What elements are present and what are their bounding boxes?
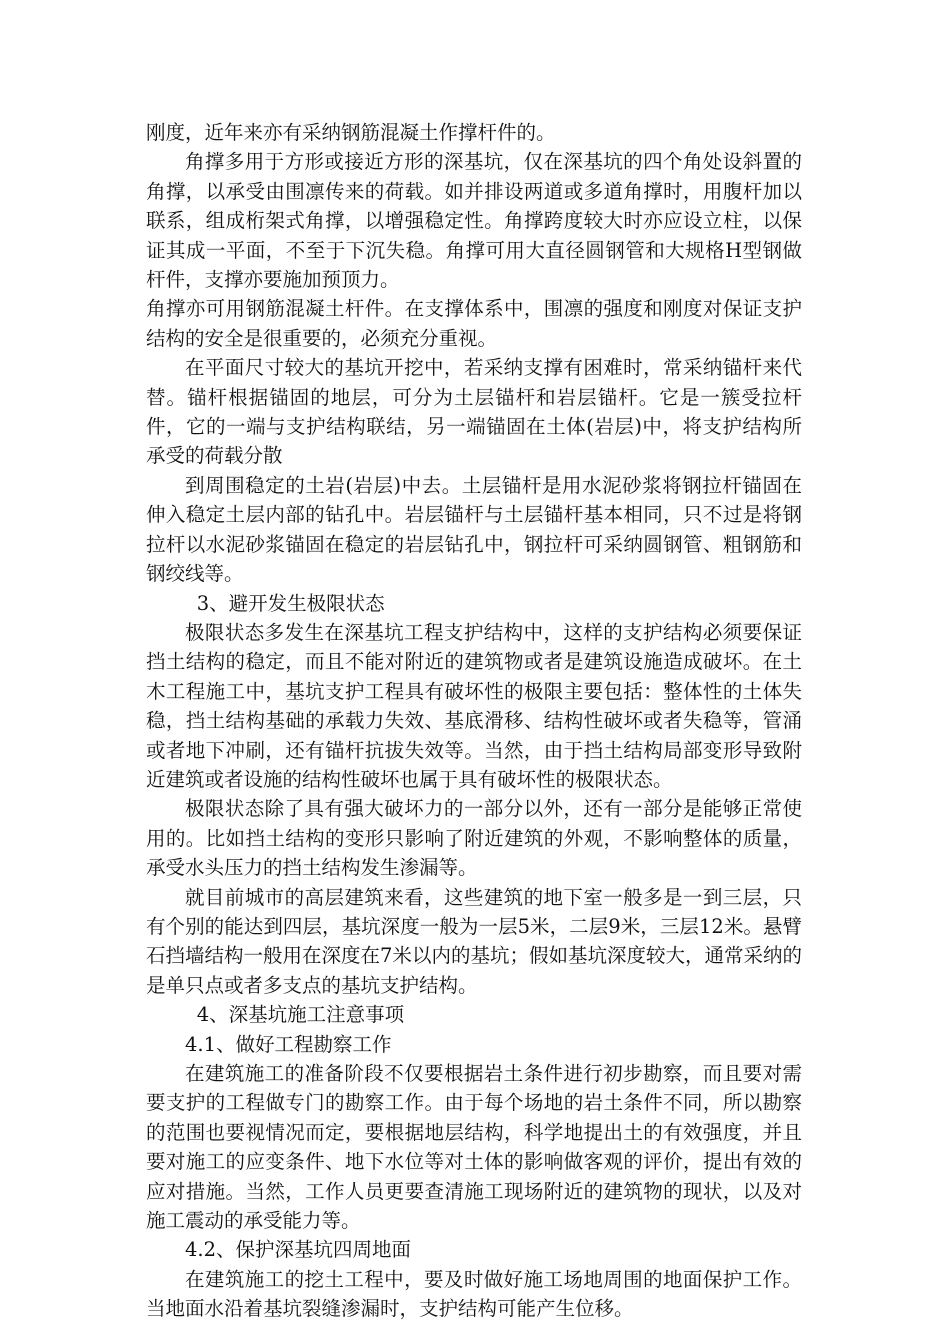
subsection-heading: 4.2、保护深基坑四周地面 — [185, 1238, 412, 1262]
paragraph: 到周围稳定的土岩(岩层)中去。土层锚杆是用水泥砂浆将钢拉杆锚固在伸入稳定土层内部的钻孔中。岩层锚杆与土层锚杆基本相同，只不过是将钢拉杆以水泥砂浆锚固在稳定的岩层钻孔中，钢拉杆可采纳圆钢管、粗钢筋和钢绞线等。 — [146, 473, 802, 586]
paragraph: 角撑多用于方形或接近方形的深基坑，仅在深基坑的四个角处设斜置的角撑，以承受由围凛传来的荷载。如并排设两道或多道角撑时，用腹杆加以联系，组成桁架式角撑，以增强稳定性。角撑跨度较大时亦应设立柱，以保证其成一平面，不至于下沉失稳。角撑可用大直径圆钢管和大规格H型钢做杆件，支撑亦要施加预顶力。 — [146, 150, 802, 292]
paragraph: 角撑亦可用钢筋混凝土杆件。在支撑体系中，围凛的强度和刚度对保证支护结构的安全是很重要的，必须充分重视。 — [146, 297, 802, 350]
paragraph: 在建筑施工的挖土工程中，要及时做好施工场地周围的地面保护工作。当地面水沿着基坑裂缝渗漏时，支护结构可能产生位移。 — [146, 1267, 802, 1321]
paragraph: 在平面尺寸较大的基坑开挖中，若采纳支撑有困难时，常采纳锚杆来代替。锚杆根据锚固的地层，可分为土层锚杆和岩层锚杆。它是一簇受拉杆件，它的一端与支护结构联结，另一端锚固在土体(岩层)中，将支护结构所承受的荷载分散 — [146, 356, 802, 468]
paragraph: 刚度，近年来亦有采纳钢筋混凝土作撑杆件的。 — [146, 121, 556, 144]
paragraph: 在建筑施工的准备阶段不仅要根据岩土条件进行初步勘察，而且要对需要支护的工程做专门的勘察工作。由于每个场地的岩土条件不同，所以勘察的范围也要视情况而定，要根据地层结构，科学地提出土的有效强度，并且要对施工的应变条件、地下水位等对土体的影响做客观的评价，提出有效的应对措施。当然，工作人员更要查清施工现场附近的建筑物的现状，以及对施工震动的承受能力等。 — [146, 1062, 802, 1233]
section-heading: 3、避开发生极限状态 — [196, 591, 385, 615]
section-heading: 4、深基坑施工注意事项 — [196, 1003, 405, 1027]
subsection-heading: 4.1、做好工程勘察工作 — [185, 1032, 392, 1056]
paragraph: 就目前城市的高层建筑来看，这些建筑的地下室一般多是一到三层，只有个别的能达到四层，基坑深度一般为一层5米，二层9米，三层12米。悬臂石挡墙结构一般用在深度在7米以内的基坑；假如基坑深度较大，通常采纳的是单只点或者多支点的基坑支护结构。 — [146, 885, 802, 997]
paragraph: 极限状态除了具有强大破坏力的一部分以外，还有一部分是能够正常使用的。比如挡土结构的变形只影响了附近建筑的外观，不影响整体的质量，承受水头压力的挡土结构发生渗漏等。 — [146, 797, 802, 880]
paragraph: 极限状态多发生在深基坑工程支护结构中，这样的支护结构必须要保证挡土结构的稳定，而且不能对附近的建筑物或者是建筑设施造成破坏。在土木工程施工中，基坑支护工程具有破坏性的极限主要包括：整体性的土体失稳，挡土结构基础的承载力失效、基底滑移、结构性破坏或者失稳等，管涌或者地下冲刷，还有锚杆抗拔失效等。当然，由于挡土结构局部变形导致附近建筑或者设施的结构性破坏也属于具有破坏性的极限状态。 — [146, 620, 802, 791]
document-body — [146, 118, 802, 1324]
